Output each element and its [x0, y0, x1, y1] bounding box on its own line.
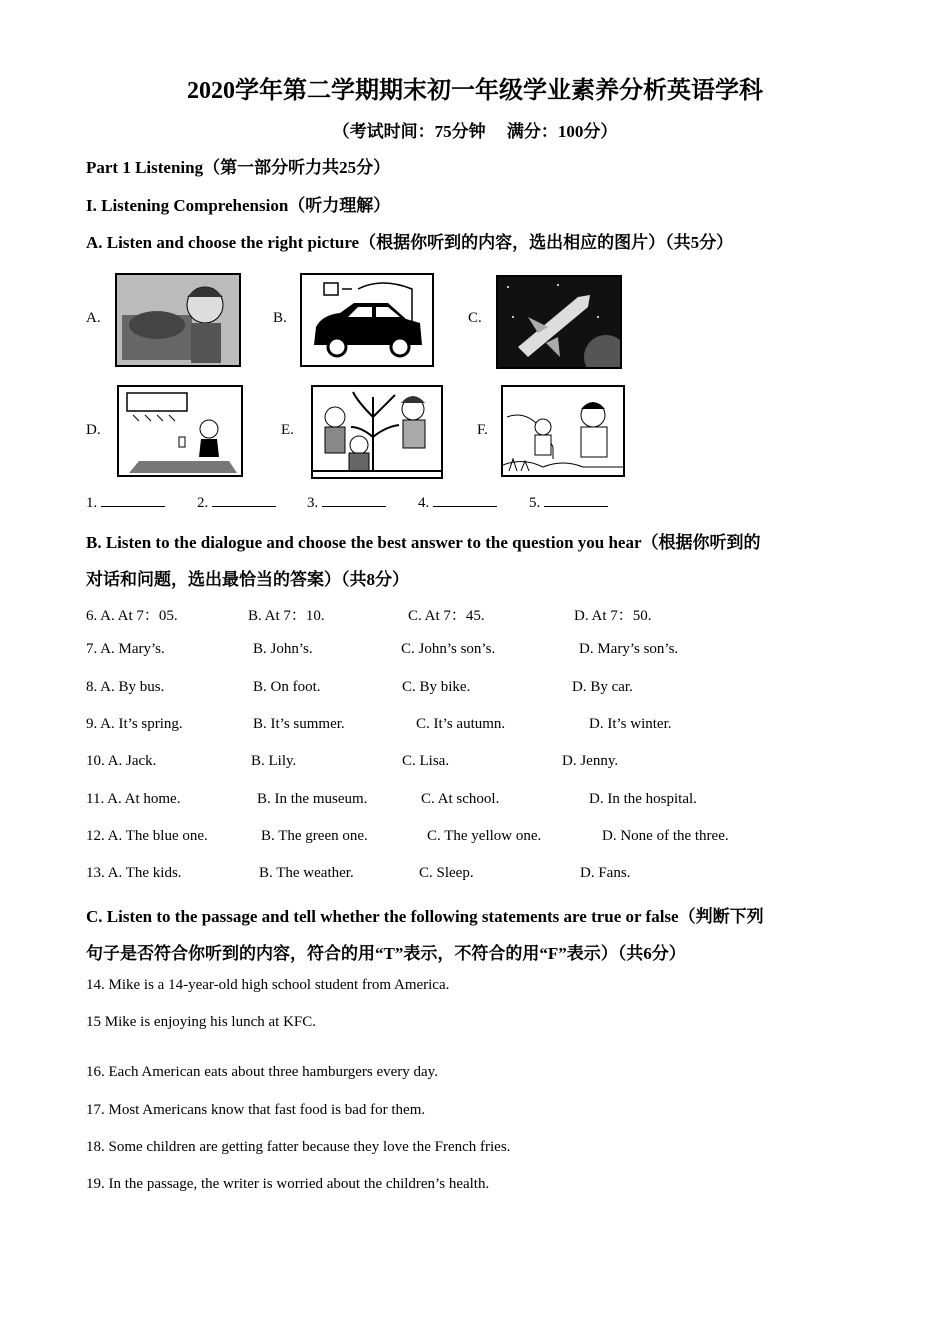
statement-18: 18. Some children are getting fatter because they love the French fries.: [86, 1139, 511, 1155]
q6-option-b: B. At 7：10.: [248, 608, 325, 624]
answer-blank-1[interactable]: [86, 492, 165, 512]
q11-option-a: 11. A. At home.: [86, 791, 181, 807]
answer-blank-4[interactable]: [418, 492, 497, 512]
q8-option-b: B. On foot.: [253, 679, 321, 695]
q8-option-a: 8. A. By bus.: [86, 679, 165, 695]
q10-option-b: B. Lily.: [251, 753, 297, 769]
answer-blank-3[interactable]: [307, 492, 386, 512]
statement-17: 17. Most Americans know that fast food is bad for them.: [86, 1102, 426, 1118]
q13-option-c: C. Sleep.: [419, 865, 474, 881]
statement-19: 19. In the passage, the writer is worried about the children’s health.: [86, 1176, 490, 1192]
blank-number: 4.: [418, 495, 430, 511]
q11-option-c: C. At school.: [421, 791, 500, 807]
q7-option-b: B. John’s.: [253, 641, 313, 657]
part1-heading: Part 1 Listening（第一部分听力共25分）: [86, 158, 391, 177]
answer-blank-2[interactable]: [197, 492, 276, 512]
blank-number: 3.: [307, 495, 319, 511]
statement-15: 15 Mike is enjoying his lunch at KFC.: [86, 1014, 316, 1030]
q7-option-c: C. John’s son’s.: [401, 641, 496, 657]
q10-option-c: C. Lisa.: [402, 753, 450, 769]
sectionB-heading: B. Listen to the dialogue and choose the best answer to the question you hear（根据你听到的: [86, 533, 761, 552]
q10-option-a: 10. A. Jack.: [86, 753, 157, 769]
q13-option-d: D. Fans.: [580, 865, 631, 881]
statement-14: 14. Mike is a 14-year-old high school student from America.: [86, 977, 450, 993]
q6-option-a: 6. A. At 7：05.: [86, 608, 178, 624]
q12-option-c: C. The yellow one.: [427, 828, 542, 844]
q12-option-a: 12. A. The blue one.: [86, 828, 208, 844]
picture-a-boy-with-toy: [115, 273, 241, 367]
q8-option-c: C. By bike.: [402, 679, 471, 695]
q7-option-d: D. Mary’s son’s.: [579, 641, 679, 657]
q11-option-d: D. In the hospital.: [589, 791, 697, 807]
blank-line: [544, 492, 608, 507]
picture-label-e: E.: [281, 422, 294, 438]
q9-option-c: C. It’s autumn.: [416, 716, 506, 732]
q12-option-b: B. The green one.: [261, 828, 368, 844]
blank-number: 1.: [86, 495, 98, 511]
picture-c-space-shuttle: [496, 275, 622, 369]
blank-line: [101, 492, 165, 507]
blank-number: 5.: [529, 495, 541, 511]
q11-option-b: B. In the museum.: [257, 791, 368, 807]
q13-option-b: B. The weather.: [259, 865, 354, 881]
blank-line: [322, 492, 386, 507]
blank-number: 2.: [197, 495, 209, 511]
q13-option-a: 13. A. The kids.: [86, 865, 182, 881]
picture-label-a: A.: [86, 310, 101, 326]
sectionC-heading: C. Listen to the passage and tell whether the following statements are true or false（判断下列: [86, 907, 764, 926]
q9-option-a: 9. A. It’s spring.: [86, 716, 183, 732]
q6-option-d: D. At 7：50.: [574, 608, 652, 624]
sectionB-heading-cont: 对话和问题，选出最恰当的答案）（共8分）: [86, 570, 409, 589]
q6-option-c: C. At 7：45.: [408, 608, 485, 624]
sectionA-heading: A. Listen and choose the right picture（根据你听到的内容，选出相应的图片）（共5分）: [86, 233, 734, 252]
picture-b-electric-car: [300, 273, 434, 367]
page-title: 2020学年第二学期期末初一年级学业素养分析英语学科: [187, 78, 763, 104]
section1-heading: I. Listening Comprehension（听力理解）: [86, 196, 391, 215]
blank-line: [212, 492, 276, 507]
sectionC-heading-cont: 句子是否符合你听到的内容，符合的用“T”表示，不符合的用“F”表示）（共6分）: [86, 944, 686, 963]
picture-label-d: D.: [86, 422, 101, 438]
q12-option-d: D. None of the three.: [602, 828, 729, 844]
picture-label-c: C.: [468, 310, 482, 326]
picture-f-father-son-fishing: [501, 385, 625, 477]
q8-option-d: D. By car.: [572, 679, 633, 695]
q9-option-b: B. It’s summer.: [253, 716, 345, 732]
picture-e-children-planting: [311, 385, 443, 479]
picture-label-f: F.: [477, 422, 488, 438]
blank-line: [433, 492, 497, 507]
picture-label-b: B.: [273, 310, 287, 326]
q10-option-d: D. Jenny.: [562, 753, 619, 769]
q7-option-a: 7. A. Mary’s.: [86, 641, 165, 657]
q9-option-d: D. It’s winter.: [589, 716, 672, 732]
answer-blank-5[interactable]: [529, 492, 608, 512]
picture-d-air-conditioner: [117, 385, 243, 477]
exam-info: （考试时间：75分钟 满分：100分）: [332, 122, 618, 141]
statement-16: 16. Each American eats about three hamburgers every day.: [86, 1064, 438, 1080]
